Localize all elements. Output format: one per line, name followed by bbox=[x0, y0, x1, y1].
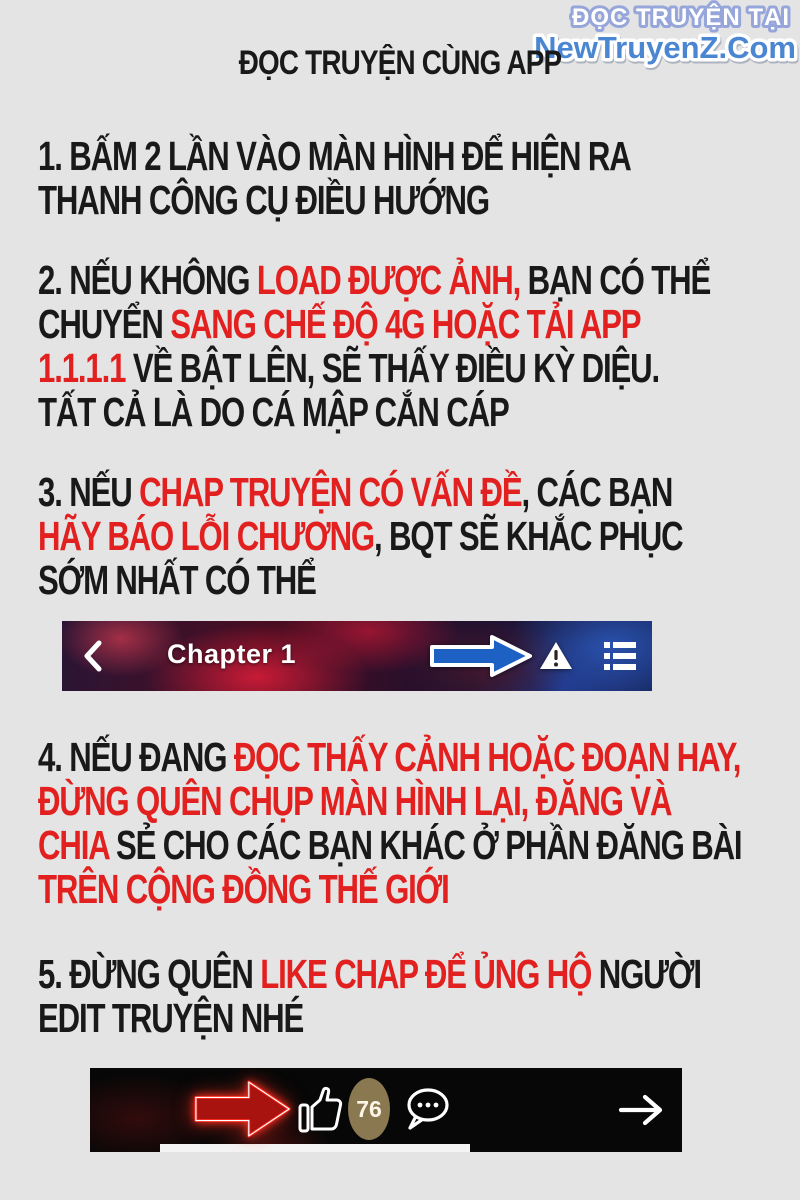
instruction-text-segment: CHUYỂN bbox=[38, 301, 171, 347]
instruction-text-segment: CHIA bbox=[38, 822, 109, 868]
instruction-1 bbox=[38, 134, 760, 222]
instruction-text-segment: NGƯỜI bbox=[591, 951, 701, 997]
instruction-text-segment: SỚM NHẤT CÓ THỂ bbox=[38, 557, 316, 603]
instruction-text-segment: ĐỪNG QUÊN CHỤP MÀN HÌNH LẠI, ĐĂNG VÀ bbox=[38, 778, 672, 824]
instruction-text-segment: BẠN CÓ THỂ bbox=[520, 257, 711, 303]
instruction-text-segment: , CÁC BẠN bbox=[521, 469, 673, 515]
instruction-text-segment: SẺ CHO CÁC BẠN KHÁC Ở PHẦN ĐĂNG BÀI bbox=[108, 822, 742, 868]
instruction-text-segment: 1.1.1.1 bbox=[38, 345, 126, 391]
instruction-text-segment: LIKE CHAP ĐỂ ỦNG HỘ bbox=[260, 951, 592, 997]
watermark-line2: NewTruyenZ.Com bbox=[534, 30, 796, 65]
instruction-3 bbox=[38, 470, 760, 602]
instruction-5 bbox=[38, 952, 760, 1040]
highlight-arrow-icon bbox=[193, 1076, 293, 1142]
instruction-text-segment: HÃY BÁO LỖI CHƯƠNG bbox=[38, 513, 375, 559]
page-title: ĐỌC TRUYỆN CÙNG APP bbox=[238, 44, 562, 82]
comment-icon[interactable] bbox=[402, 1086, 452, 1134]
instruction-text-segment: 3. NẾU bbox=[38, 469, 140, 515]
report-warning-icon[interactable] bbox=[539, 640, 573, 672]
chapter-nav-screenshot bbox=[62, 621, 652, 691]
instruction-text-segment: THANH CÔNG CỤ ĐIỀU HƯỚNG bbox=[38, 177, 489, 223]
like-icon[interactable] bbox=[297, 1083, 343, 1137]
instruction-text-segment: LOAD ĐƯỢC ẢNH, bbox=[256, 257, 521, 303]
page-edge bbox=[160, 1144, 470, 1152]
instruction-text-segment: 4. NẾU ĐANG bbox=[38, 734, 234, 780]
instruction-4 bbox=[38, 735, 760, 911]
instruction-text-segment: 5. ĐỪNG QUÊN bbox=[38, 951, 261, 997]
instruction-text-segment: EDIT TRUYỆN NHÉ bbox=[38, 995, 304, 1041]
instruction-2 bbox=[38, 258, 760, 434]
chapter-list-icon[interactable] bbox=[604, 641, 636, 671]
back-chevron-icon[interactable] bbox=[82, 639, 106, 673]
highlight-arrow-icon bbox=[430, 634, 534, 678]
chapter-title: Chapter 1 bbox=[167, 639, 297, 669]
instruction-text-segment: 2. NẾU KHÔNG bbox=[38, 257, 257, 303]
instruction-text-segment: CHAP TRUYỆN CÓ VẤN ĐỀ bbox=[139, 469, 522, 515]
like-count-badge bbox=[348, 1078, 390, 1140]
like-count: 76 bbox=[356, 1095, 382, 1122]
instruction-text-segment: ĐỌC THẤY CẢNH HOẶC ĐOẠN HAY, bbox=[233, 734, 741, 780]
instruction-text-segment: VỀ BẬT LÊN, SẼ THẤY ĐIỀU KỲ DIỆU. bbox=[125, 345, 660, 391]
action-bar-screenshot bbox=[90, 1068, 682, 1152]
next-chapter-icon[interactable] bbox=[618, 1092, 664, 1128]
instruction-text-segment: 1. BẤM 2 LẦN VÀO MÀN HÌNH ĐỂ HIỆN RA bbox=[38, 133, 631, 179]
watermark-line1: ĐỌC TRUYỆN TẠI bbox=[572, 4, 790, 31]
instruction-text-segment: TẤT CẢ LÀ DO CÁ MẬP CẮN CÁP bbox=[38, 389, 509, 435]
instruction-text-segment: TRÊN CỘNG ĐỒNG THẾ GIỚI bbox=[38, 866, 449, 912]
instruction-text-segment: SANG CHẾ ĐỘ 4G HOẶC TẢI APP bbox=[170, 301, 641, 347]
instruction-text-segment: , BQT SẼ KHẮC PHỤC bbox=[374, 513, 683, 559]
